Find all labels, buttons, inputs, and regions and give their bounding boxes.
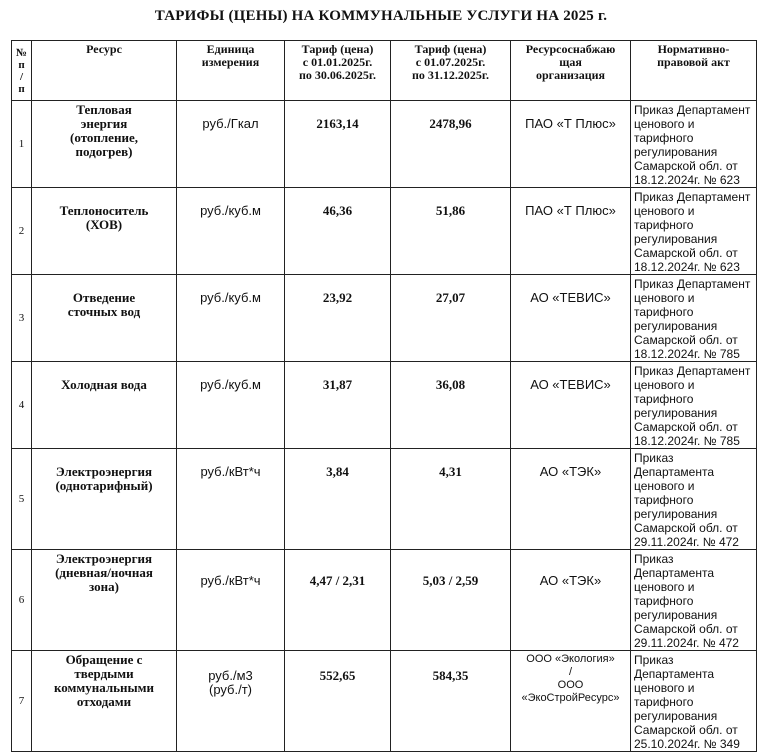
row-act: Приказ Департамент ценового и тарифного регулирования Самарской обл. от 18.12.2024г. № 785: [631, 362, 757, 449]
row-act: Приказ Департамент ценового и тарифного регулирования Самарской обл. от 18.12.2024г. № 623: [631, 101, 757, 188]
row-org: ООО «Экология» / ООО «ЭкоСтройРесурс»: [511, 651, 631, 752]
header-act: Нормативно- правовой акт: [631, 41, 757, 101]
row-tariff-h1: 23,92: [285, 275, 391, 362]
row-num: 3: [12, 275, 32, 362]
row-num: 2: [12, 188, 32, 275]
row-tariff-h2: 36,08: [391, 362, 511, 449]
row-resource: Тепловая энергия (отопление, подогрев): [32, 101, 177, 188]
row-unit: руб./куб.м: [177, 188, 285, 275]
table-row: [12, 651, 757, 752]
row-num: 1: [12, 101, 32, 188]
header-row: [12, 41, 757, 101]
row-unit: руб./кВт*ч: [177, 449, 285, 550]
row-act: Приказ Департамент ценового и тарифного регулирования Самарской обл. от 18.12.2024г. № 785: [631, 275, 757, 362]
row-resource: Теплоноситель (ХОВ): [32, 188, 177, 275]
row-resource: Отведение сточных вод: [32, 275, 177, 362]
row-org: ПАО «Т Плюс»: [511, 101, 631, 188]
row-unit: руб./Гкал: [177, 101, 285, 188]
row-tariff-h1: 46,36: [285, 188, 391, 275]
row-tariff-h1: 2163,14: [285, 101, 391, 188]
row-tariff-h2: 4,31: [391, 449, 511, 550]
document-title: ТАРИФЫ (ЦЕНЫ) НА КОММУНАЛЬНЫЕ УСЛУГИ НА 2025 г.: [154, 8, 608, 24]
row-tariff-h2: 5,03 / 2,59: [391, 550, 511, 651]
table-row: [12, 449, 757, 550]
row-act: Приказ Департамента ценового и тарифного регулирования Самарской обл. от 29.11.2024г. № 472: [631, 550, 757, 651]
row-unit: руб./кВт*ч: [177, 550, 285, 651]
table-row: [12, 188, 757, 275]
row-tariff-h1: 552,65: [285, 651, 391, 752]
header-org: Ресурсоснабжаю щая организация: [511, 41, 631, 101]
row-unit: руб./куб.м: [177, 275, 285, 362]
row-org: АО «ТЕВИС»: [511, 362, 631, 449]
table-row: [12, 362, 757, 449]
tariff-table: [11, 40, 757, 752]
table-row: [12, 550, 757, 651]
header-resource: Ресурс: [32, 41, 177, 101]
row-tariff-h2: 2478,96: [391, 101, 511, 188]
row-org: АО «ТЭК»: [511, 449, 631, 550]
row-org: ПАО «Т Плюс»: [511, 188, 631, 275]
row-tariff-h1: 31,87: [285, 362, 391, 449]
header-num: № п / п: [12, 41, 32, 101]
row-unit: руб./куб.м: [177, 362, 285, 449]
row-tariff-h2: 51,86: [391, 188, 511, 275]
row-act: Приказ Департамента ценового и тарифного регулирования Самарской обл. от 29.11.2024г. № 472: [631, 449, 757, 550]
table-header: [12, 41, 757, 101]
table-row: [12, 101, 757, 188]
row-resource: Обращение с твердыми коммунальными отходами: [32, 651, 177, 752]
header-tariff-h1: Тариф (цена) с 01.01.2025г. по 30.06.2025г.: [285, 41, 391, 101]
row-resource: Электроэнергия (дневная/ночная зона): [32, 550, 177, 651]
table-row: [12, 275, 757, 362]
row-tariff-h2: 27,07: [391, 275, 511, 362]
row-num: 7: [12, 651, 32, 752]
row-org: АО «ТЭК»: [511, 550, 631, 651]
row-resource: Холодная вода: [32, 362, 177, 449]
row-unit: руб./м3 (руб./т): [177, 651, 285, 752]
table-body: [12, 101, 757, 752]
row-org: АО «ТЕВИС»: [511, 275, 631, 362]
row-num: 5: [12, 449, 32, 550]
header-unit: Единица измерения: [177, 41, 285, 101]
row-act: Приказ Департамент ценового и тарифного регулирования Самарской обл. от 18.12.2024г. № 623: [631, 188, 757, 275]
row-tariff-h1: 4,47 / 2,31: [285, 550, 391, 651]
row-act: Приказ Департамента ценового и тарифного регулирования Самарской обл. от 25.10.2024г. № 349: [631, 651, 757, 752]
row-tariff-h1: 3,84: [285, 449, 391, 550]
row-resource: Электроэнергия (однотарифный): [32, 449, 177, 550]
row-num: 4: [12, 362, 32, 449]
header-tariff-h2: Тариф (цена) с 01.07.2025г. по 31.12.2025г.: [391, 41, 511, 101]
row-tariff-h2: 584,35: [391, 651, 511, 752]
row-num: 6: [12, 550, 32, 651]
